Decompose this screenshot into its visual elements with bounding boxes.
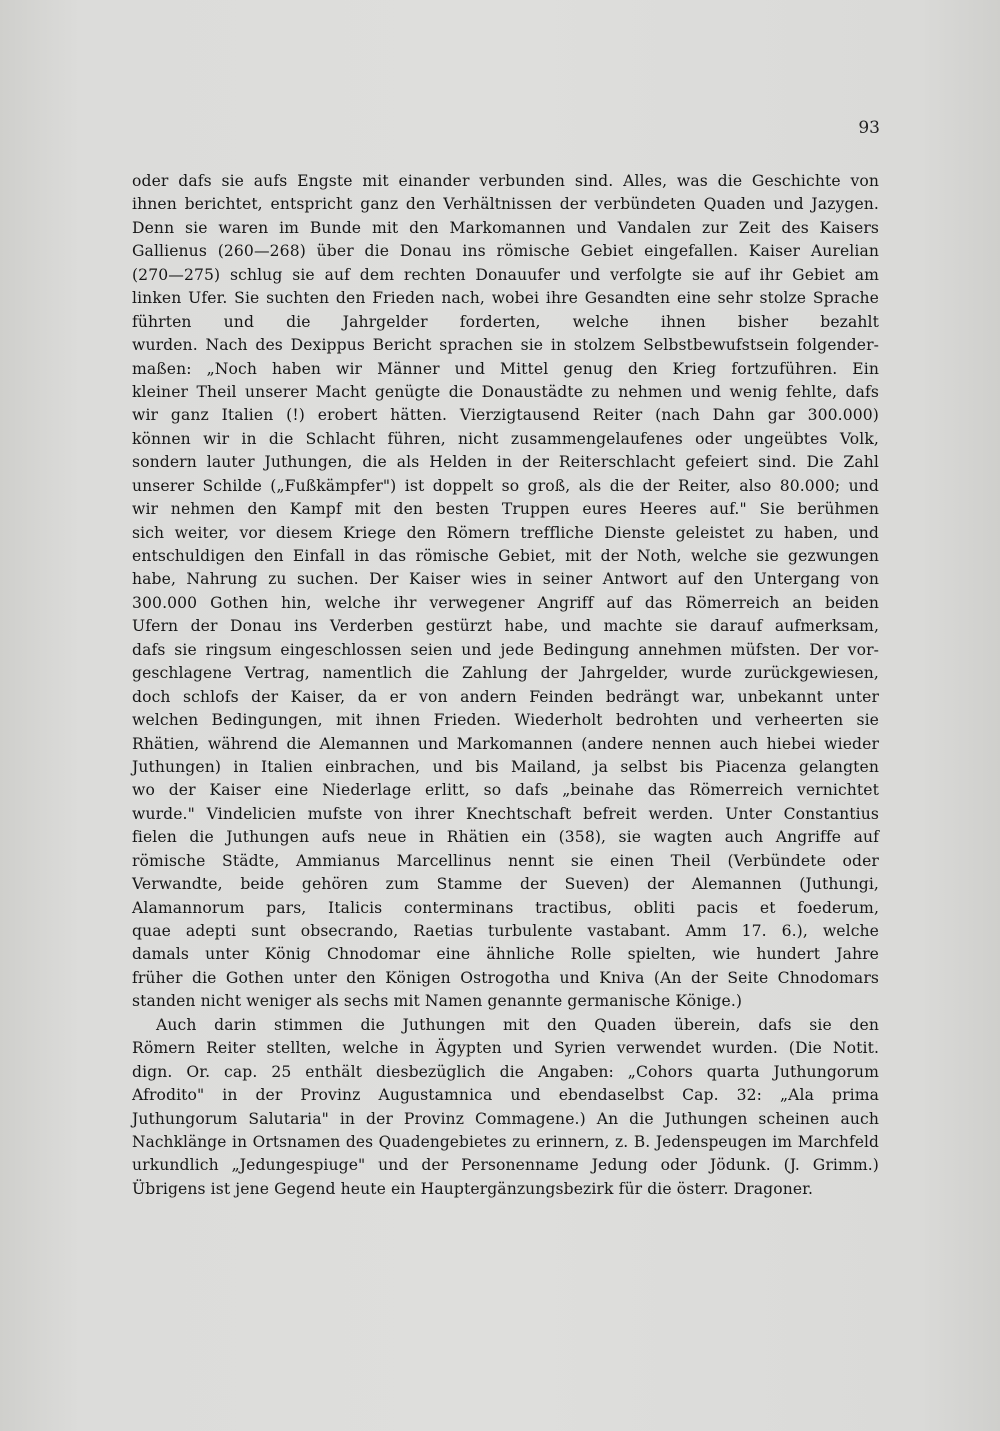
text-line: maßen: „Noch haben wir Männer und Mittel genug den Krieg fortzuführen. Ein [132, 359, 879, 378]
text-line: römische Städte, Ammianus Marcellinus nennt sie einen Theil (Verbündete oder [132, 851, 879, 870]
text-line: Nachklänge in Ortsnamen des Quadengebietes zu erinnern, z. B. Jedenspeugen im Marchfeld [132, 1132, 879, 1151]
text-line: ihnen berichtet, entspricht ganz den Verhältnissen der verbündeten Quaden und Jazygen. [132, 195, 879, 214]
text-line: dafs sie ringsum eingeschlossen seien und jede Bedingung annehmen müfsten. Der vor- [132, 640, 879, 659]
text-line: führten und die Jahrgelder forderten, welche ihnen bisher bezahlt [132, 312, 879, 331]
text-line: wir ganz Italien (!) erobert hätten. Vierzigtausend Reiter (nach Dahn gar 300.000) [132, 406, 879, 425]
text-line: wurden. Nach des Dexippus Bericht sprachen sie in stolzem Selbstbewufstsein folgender- [132, 336, 879, 355]
text-line: Juthungorum Salutaria" in der Provinz Commagene.) An die Juthungen scheinen auch [132, 1109, 879, 1128]
page-number: 93 [858, 118, 880, 138]
text-line: urkundlich „Jedungespiuge" und der Personenname Jedung oder Jödunk. (J. Grimm.) [132, 1156, 879, 1175]
text-line: 300.000 Gothen hin, welche ihr verwegener Angriff auf das Römerreich an beiden [132, 593, 879, 612]
text-line: damals unter König Chnodomar eine ähnliche Rolle spielten, wie hundert Jahre [132, 945, 879, 964]
text-line: entschuldigen den Einfall in das römische Gebiet, mit der Noth, welche sie gezwungen [132, 547, 879, 565]
text-line: können wir in die Schlacht führen, nicht zusammengelaufenes oder ungeübtes Volk, [132, 429, 879, 448]
text-line: oder dafs sie aufs Engste mit einander verbunden sind. Alles, was die Geschichte von [132, 172, 879, 190]
text-line: wir nehmen den Kampf mit den besten Truppen eures Heeres auf." Sie berühmen [132, 500, 879, 519]
text-line: unserer Schilde („Fußkämpfer") ist doppelt so groß, als die der Reiter, also 80.000; und [132, 476, 879, 495]
text-line: fielen die Juthungen aufs neue in Rhätien ein (358), sie wagten auch Angriffe auf [132, 828, 879, 847]
text-line: wurde." Vindelicien mufste von ihrer Knechtschaft befreit werden. Unter Constantius [132, 804, 879, 823]
text-line: habe, Nahrung zu suchen. Der Kaiser wies in seiner Antwort auf den Untergang von [132, 570, 879, 589]
text-line: Rhätien, während die Alemannen und Markomannen (andere nennen auch hiebei wieder [132, 734, 879, 753]
text-line: wo der Kaiser eine Niederlage erlitt, so dafs „beinahe das Römerreich vernichtet [132, 781, 879, 800]
text-line: Alamannorum pars, Italicis conterminans tractibus, obliti pacis et foederum, [132, 898, 879, 917]
text-line: sondern lauter Juthungen, die als Helden in der Reiterschlacht gefeiert sind. Die Zahl [132, 453, 879, 472]
text-line: (270—275) schlug sie auf dem rechten Donauufer und verfolgte sie auf ihr Gebiet am [132, 265, 879, 284]
text-line: Römern Reiter stellten, welche in Ägypten und Syrien verwendet wurden. (Die Notit. [132, 1039, 879, 1058]
text-line: Denn sie waren im Bunde mit den Markomannen und Vandalen zur Zeit des Kaisers [132, 218, 879, 237]
text-line: Juthungen) in Italien einbrachen, und bis Mailand, ja selbst bis Piacenza gelangten [132, 757, 879, 776]
text-line: welchen Bedingungen, mit ihnen Frieden. Wiederholt bedrohten und verheerten sie [132, 711, 879, 730]
text-line: früher die Gothen unter den Königen Ostrogotha und Kniva (An der Seite Chnodomars [132, 968, 879, 987]
text-line: quae adepti sunt obsecrando, Raetias turbulente vastabant. Amm 17. 6.), welche [132, 922, 879, 940]
paragraph-start-line: Auch darin stimmen die Juthungen mit den Quaden überein, dafs sie den [156, 1015, 879, 1034]
text-line: sich weiter, vor diesem Kriege den Römern treffliche Dienste geleistet zu haben, und [132, 523, 879, 542]
text-line: dign. Or. cap. 25 enthält diesbezüglich die Angaben: „Cohors quarta Juthungorum [132, 1062, 879, 1081]
paragraph-end-line: standen nicht weniger als sechs mit Namen genannte germanische Könige.) [132, 992, 743, 1011]
text-line: Gallienus (260—268) über die Donau ins römische Gebiet eingefallen. Kaiser Aurelian [132, 242, 879, 261]
text-line: kleiner Theil unserer Macht genügte die Donaustädte zu nehmen und wenig fehlte, dafs [132, 382, 879, 401]
text-line: geschlagene Vertrag, namentlich die Zahlung der Jahrgelder, wurde zurückgewiesen, [132, 664, 879, 683]
paragraph-end-line: Übrigens ist jene Gegend heute ein Hauptergänzungsbezirk für die österr. Dragoner. [132, 1179, 814, 1198]
text-line: linken Ufer. Sie suchten den Frieden nach, wobei ihre Gesandten eine sehr stolze Sprache [132, 289, 879, 308]
text-line: Verwandte, beide gehören zum Stamme der Sueven) der Alemannen (Juthungi, [132, 875, 879, 894]
text-line: doch schlofs der Kaiser, da er von andern Feinden bedrängt war, unbekannt unter [132, 687, 879, 706]
text-line: Afrodito" in der Provinz Augustamnica und ebendaselbst Cap. 32: „Ala prima [132, 1086, 879, 1105]
body-text [132, 170, 879, 1201]
text-line: Ufern der Donau ins Verderben gestürzt habe, und machte sie darauf aufmerksam, [132, 617, 879, 636]
